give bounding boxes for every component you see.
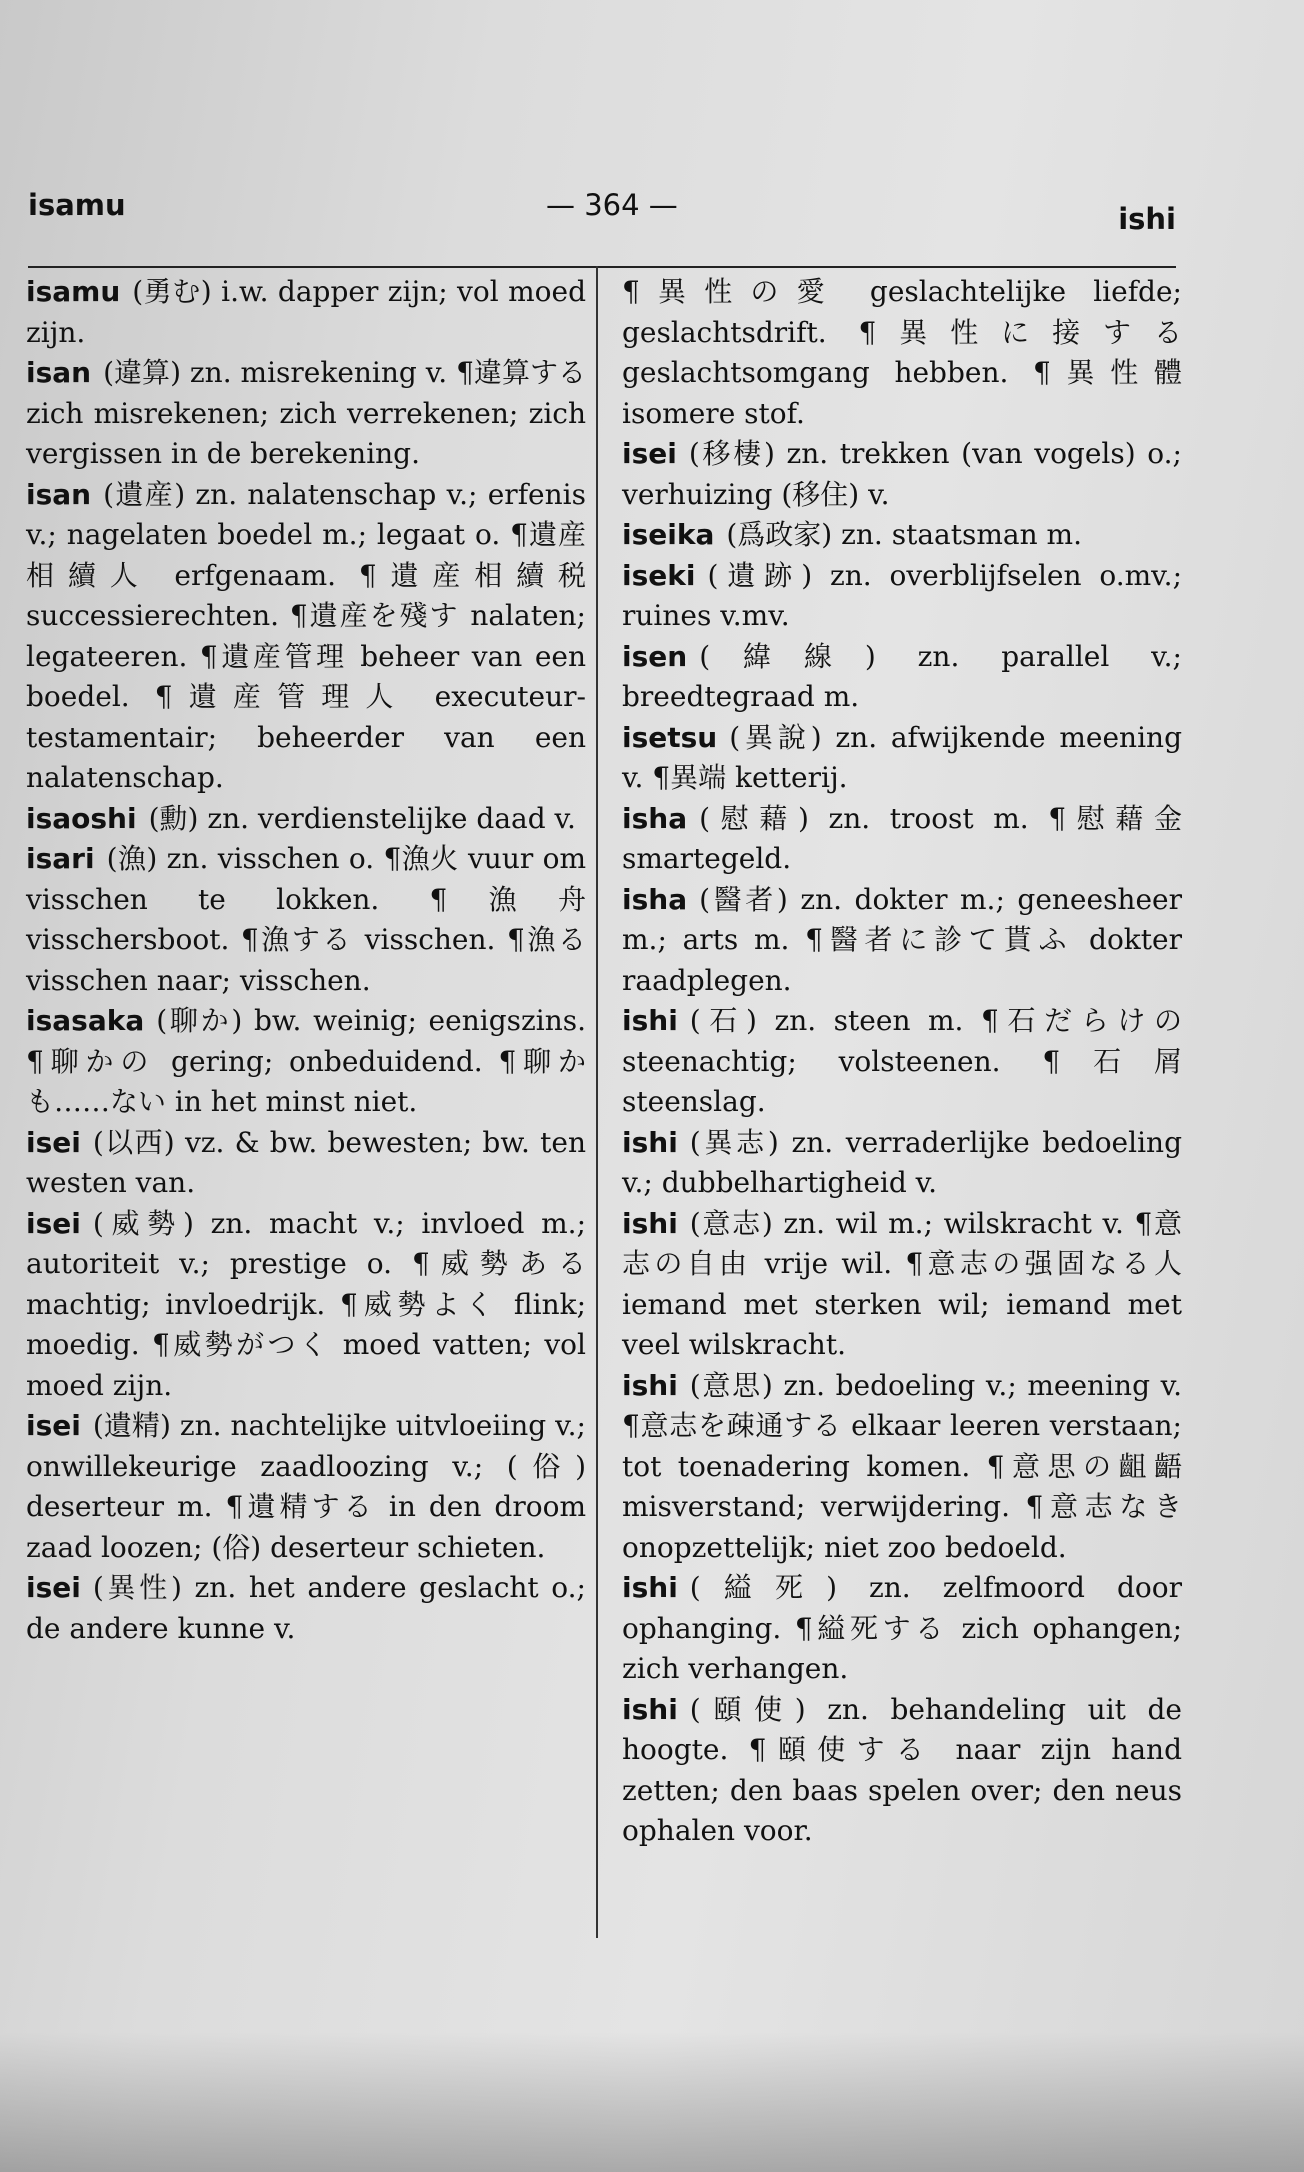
dictionary-entry	[622, 1001, 1182, 1123]
entry-headword: isei	[26, 1206, 81, 1240]
dictionary-entry	[26, 1204, 586, 1407]
header-rule	[28, 266, 1176, 268]
entry-headword: isei	[26, 1409, 81, 1442]
right-column	[622, 272, 1182, 1852]
entry-definition: (異志) zn. verraderlijke bedoeling v.; dubbelhartigheid v.	[622, 1125, 1182, 1199]
entry-definition: (勳) zn. verdienstelijke daad v.	[148, 801, 576, 835]
dictionary-entry	[26, 1123, 586, 1204]
entry-definition: (石) zn. steen m. ¶石だらけの steenachtig; volsteenen. ¶石屑 steenslag.	[622, 1004, 1182, 1118]
entry-definition: (威勢) zn. macht v.; invloed m.; autoriteit v.; prestige o. ¶威勢ある machtig; invloedrijk. ¶威勢よく flink; moedig. ¶威勢がつく moed vatten; vol moed zijn.	[26, 1206, 586, 1402]
dictionary-entry	[26, 839, 586, 1001]
entry-headword: ishi	[622, 1125, 678, 1159]
entry-definition: ¶異性の愛 geslachtelijke liefde; geslachtsdrift. ¶異性に接する geslachtsomgang hebben. ¶異性體 isomere stof.	[622, 275, 1182, 430]
entry-definition: (移棲) zn. trekken (van vogels) o.; verhuizing (移住) v.	[622, 437, 1182, 511]
dictionary-entry	[622, 434, 1182, 515]
entry-headword: ishi	[622, 1004, 678, 1037]
entry-headword: isei	[622, 437, 677, 470]
page-header	[28, 188, 1176, 238]
page-bottom-shadow	[0, 2032, 1304, 2172]
entry-definition: (頤使) zn. behandeling uit de hoogte. ¶頤使する naar zijn hand zetten; den baas spelen over; den neus ophalen voor.	[622, 1692, 1182, 1847]
entry-definition: (緯線) zn. parallel v.; breedtegraad m.	[622, 639, 1182, 713]
dictionary-entry	[26, 272, 586, 353]
entry-definition: (遺跡) zn. overblijfselen o.mv.; ruines v.mv.	[622, 558, 1182, 632]
entry-definition: (縊死) zn. zelfmoord door ophanging. ¶縊死する zich ophangen; zich verhangen.	[622, 1571, 1182, 1685]
dictionary-entry	[26, 799, 586, 840]
dictionary-entry	[622, 556, 1182, 637]
entry-headword: isetsu	[622, 720, 718, 754]
entry-headword: iseki	[622, 558, 696, 592]
entry-definition: (異性) zn. het andere geslacht o.; de andere kunne v.	[26, 1571, 586, 1645]
dictionary-entry	[622, 1366, 1182, 1569]
entry-definition: (以西) vz. & bw. bewesten; bw. ten westen van.	[26, 1125, 586, 1199]
entry-definition: (聊か) bw. weinig; eenigszins. ¶聊かの gering; onbeduidend. ¶聊かも……ない in het minst niet.	[26, 1004, 586, 1118]
entry-definition: (爲政家) zn. staatsman m.	[726, 518, 1082, 551]
entry-headword: isen	[622, 639, 688, 673]
dictionary-entry	[26, 1001, 586, 1123]
entry-definition: (勇む) i.w. dapper zijn; vol moed zijn.	[26, 275, 586, 349]
entry-headword: iseika	[622, 518, 715, 551]
dictionary-entry	[622, 1690, 1182, 1852]
dictionary-entry	[622, 718, 1182, 799]
entry-headword: isamu	[26, 275, 121, 308]
entry-headword: isan	[26, 356, 92, 389]
dictionary-entry	[26, 1568, 586, 1649]
entry-definition: (遺産) zn. nalatenschap v.; erfenis v.; nagelaten boedel m.; legaat o. ¶遺産相續人 erfgenaam. ¶遺産相續税 successierechten. ¶遺産を殘す nalaten; legateeren. ¶遺産管理 beheer van een boedel. ¶遺産管理人 executeur-testamentair; beheerder van een nalatenschap.	[26, 477, 586, 794]
header-left-guideword: isamu	[28, 188, 126, 222]
entry-headword: ishi	[622, 1368, 678, 1402]
entry-definition: (違算) zn. misrekening v. ¶違算する zich misrekenen; zich verrekenen; zich vergissen in de berekening.	[26, 356, 586, 470]
entry-definition: (漁) zn. visschen o. ¶漁火 vuur om visschen te lokken. ¶漁舟 visschersboot. ¶漁する visschen. ¶漁る visschen naar; visschen.	[26, 842, 586, 997]
dictionary-entry	[26, 353, 586, 475]
entry-headword: ishi	[622, 1206, 678, 1240]
entry-headword: isha	[622, 801, 688, 835]
dictionary-entry	[622, 1568, 1182, 1690]
entry-headword: isari	[26, 842, 95, 875]
entry-definition: (醫者) zn. dokter m.; geneesheer m.; arts m. ¶醫者に診て貰ふ dokter raadplegen.	[622, 882, 1182, 997]
entry-headword: ishi	[622, 1692, 678, 1726]
entry-definition: (遺精) zn. nachtelijke uitvloeiing v.; onwillekeurige zaadloozing v.; (俗) deserteur m. ¶遺精する in den droom zaad loozen; (俗) deserteur schieten.	[26, 1409, 586, 1564]
header-right-guideword: ishi	[1118, 202, 1176, 236]
entry-definition: (意思) zn. bedoeling v.; meening v. ¶意志を疎通する elkaar leeren verstaan; tot toenadering komen. ¶意思の齟齬 misverstand; verwijdering. ¶意志なき onopzettelijk; niet zoo bedoeld.	[622, 1368, 1182, 1564]
entry-headword: isasaka	[26, 1004, 145, 1037]
entry-headword: isaoshi	[26, 801, 137, 835]
entry-headword: isha	[622, 882, 688, 916]
dictionary-entry	[622, 880, 1182, 1002]
dictionary-entry	[26, 1406, 586, 1568]
entry-definition: (慰藉) zn. troost m. ¶慰藉金 smartegeld.	[622, 801, 1182, 875]
dictionary-entry	[622, 1204, 1182, 1366]
dictionary-entry	[622, 1123, 1182, 1204]
left-column	[26, 272, 586, 1649]
entry-headword: isei	[26, 1125, 81, 1159]
entry-definition: (意志) zn. wil m.; wilskracht v. ¶意志の自由 vrije wil. ¶意志の强固なる人 iemand met sterken wil; iemand met veel wilskracht.	[622, 1206, 1182, 1361]
dictionary-entry	[26, 475, 586, 799]
dictionary-entry	[622, 637, 1182, 718]
entry-headword: ishi	[622, 1571, 678, 1604]
entry-headword: isan	[26, 477, 92, 511]
entry-headword: isei	[26, 1571, 81, 1604]
page-number: — 364 —	[546, 188, 678, 222]
dictionary-entry	[622, 799, 1182, 880]
entry-definition: (異說) zn. afwijkende meening v. ¶異端 ketterij.	[622, 720, 1182, 794]
column-divider	[596, 266, 598, 1938]
dictionary-entry-continuation	[622, 272, 1182, 434]
dictionary-entry	[622, 515, 1182, 556]
